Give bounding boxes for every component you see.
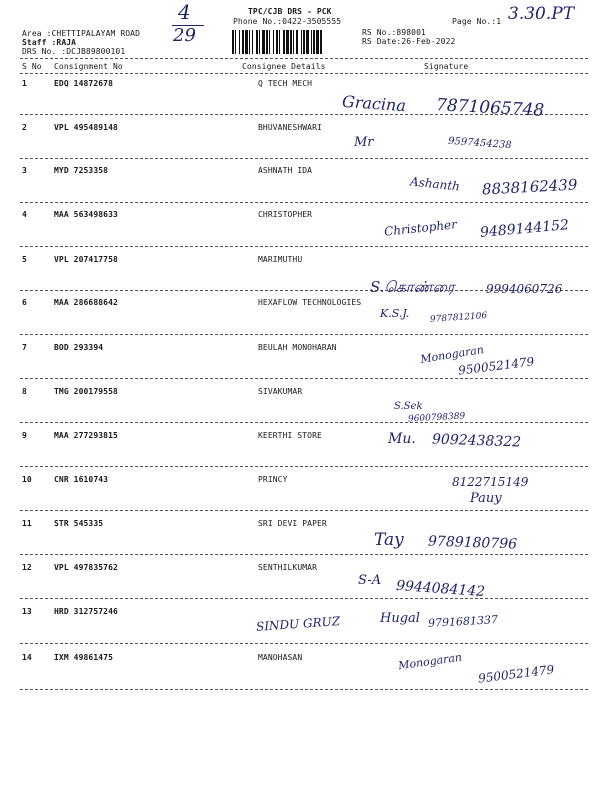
row-sno: 10	[22, 475, 32, 484]
row-consignee: HEXAFLOW TECHNOLOGIES	[258, 298, 362, 307]
header-top-rule	[20, 58, 588, 59]
row-consignee: ASHNATH IDA	[258, 166, 313, 175]
handwritten-signature: Tay	[374, 530, 404, 550]
area-field: Area :CHETTIPALAYAM ROAD	[22, 29, 140, 38]
row-consignee: BEULAH MONOHARAN	[258, 343, 337, 352]
handwritten-phone: 9944084142	[395, 577, 486, 601]
row-sno: 6	[22, 298, 27, 307]
row-separator	[20, 422, 588, 423]
row-consignment: EDQ 14872678	[54, 79, 113, 88]
drs-number: DRS No. :DCJB89800101	[22, 47, 126, 56]
row-consignee: PRINCY	[258, 475, 288, 484]
row-consignment: VPL 495489148	[54, 123, 118, 132]
row-sno: 4	[22, 210, 27, 219]
row-sno: 14	[22, 653, 32, 662]
row-consignee: SENTHILKUMAR	[258, 563, 317, 572]
handwritten-fraction-top: 4	[178, 0, 191, 24]
handwritten-fraction-bottom: 29	[173, 25, 196, 46]
handwritten-signature: K.S.J.	[380, 307, 410, 320]
row-sno: 5	[22, 255, 27, 264]
handwritten-signature: Monogaran	[397, 650, 463, 673]
page-number: Page No.:1	[452, 17, 502, 26]
document-title: TPC/CJB DRS - PCK	[248, 7, 332, 16]
handwritten-phone: 8838162439	[481, 175, 578, 199]
handwritten-phone: 9597454238	[447, 135, 512, 152]
row-consignee: KEERTHI STORE	[258, 431, 322, 440]
column-header-signature: Signature	[424, 62, 469, 71]
row-separator	[20, 466, 588, 467]
row-consignee: SIVAKUMAR	[258, 387, 303, 396]
row-consignee: MANOHASAN	[258, 653, 303, 662]
column-header-consignment: Consignment No	[54, 62, 123, 71]
handwritten-phone: 7871065748	[435, 95, 545, 121]
row-sno: 2	[22, 123, 27, 132]
row-consignment: BOD 293394	[54, 343, 104, 352]
row-consignment: TMG 200179558	[54, 387, 118, 396]
row-separator	[20, 598, 588, 599]
column-header-sno: S No	[22, 62, 42, 71]
row-consignment: VPL 207417758	[54, 255, 118, 264]
handwritten-signature: Christopher	[383, 217, 458, 239]
row-separator	[20, 643, 588, 644]
row-sno: 7	[22, 343, 27, 352]
phone-number: Phone No.:0422-3505555	[233, 17, 342, 26]
row-separator	[20, 554, 588, 555]
row-consignment: MAA 563498633	[54, 210, 118, 219]
row-sno: 13	[22, 607, 32, 616]
row-separator	[20, 689, 588, 690]
handwritten-phone: 9092438322	[431, 431, 522, 451]
row-consignee: BHUVANESHWARI	[258, 123, 322, 132]
handwritten-phone: 9500521479	[477, 662, 555, 686]
handwritten-phone: 9489144152	[479, 217, 570, 241]
row-sno: 3	[22, 166, 27, 175]
handwritten-signature: Mu.	[388, 431, 416, 447]
handwritten-phone: 9789180796	[427, 533, 518, 553]
handwritten-phone: 9791681337	[427, 613, 499, 630]
rs-number: RS No.:898001	[362, 28, 426, 37]
handwritten-signature: S.கொண்ரை	[370, 278, 455, 296]
row-consignment: IXM 49861475	[54, 653, 113, 662]
row-consignment: VPL 497835762	[54, 563, 118, 572]
row-consignment: MYD 7253358	[54, 166, 109, 175]
handwritten-signature: Ashanth	[409, 174, 461, 194]
handwritten-phone: 8122715149	[452, 475, 529, 489]
row-separator	[20, 202, 588, 203]
staff-field: Staff :RAJA	[22, 38, 77, 47]
handwritten-signature: Hugal	[380, 611, 420, 626]
row-consignment: HRD 312757246	[54, 607, 118, 616]
row-separator	[20, 246, 588, 247]
handwritten-phone: 9787812106	[429, 311, 488, 325]
handwritten-signature: Monogaran	[419, 343, 485, 366]
handwritten-phone: 9994060726	[486, 282, 563, 296]
handwritten-phone: 9600798389	[407, 411, 466, 425]
handwritten-signature: SINDU GRUZ	[255, 614, 341, 634]
row-sno: 1	[22, 79, 27, 88]
handwritten-signature: Pauy	[470, 491, 502, 506]
column-header-consignee: Consignee Details	[242, 62, 326, 71]
row-consignee: MARIMUTHU	[258, 255, 303, 264]
handwritten-signature: S.Sek	[394, 401, 423, 412]
row-consignee: Q TECH MECH	[258, 79, 313, 88]
row-separator	[20, 334, 588, 335]
row-separator	[20, 510, 588, 511]
header-bottom-rule	[20, 73, 588, 74]
row-consignment: CNR 1610743	[54, 475, 109, 484]
handwritten-phone: 9500521479	[457, 354, 535, 378]
row-sno: 8	[22, 387, 27, 396]
row-consignee: SRI DEVI PAPER	[258, 519, 327, 528]
row-sno: 9	[22, 431, 27, 440]
rs-date: RS Date:26-Feb-2022	[362, 37, 456, 46]
barcode	[232, 30, 354, 54]
row-separator	[20, 378, 588, 379]
row-sno: 12	[22, 563, 32, 572]
handwritten-signature: Mr	[354, 135, 374, 150]
row-consignee: CHRISTOPHER	[258, 210, 313, 219]
row-consignment: MAA 286688642	[54, 298, 118, 307]
handwritten-signature: S-A	[358, 573, 382, 588]
handwritten-signature: Gracina	[341, 91, 407, 116]
row-consignment: MAA 277293815	[54, 431, 118, 440]
handwritten-time: 3.30.PT	[508, 4, 575, 24]
row-consignment: STR 545335	[54, 519, 104, 528]
row-separator	[20, 158, 588, 159]
row-sno: 11	[22, 519, 32, 528]
